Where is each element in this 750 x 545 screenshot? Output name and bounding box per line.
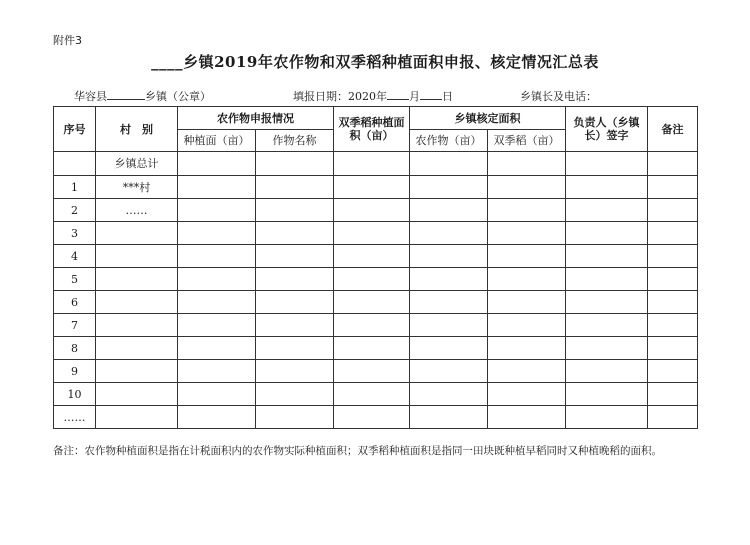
table-row <box>54 314 698 337</box>
contact-field: 乡镇长及电话： <box>520 90 597 103</box>
cell-double-rice-area[interactable] <box>334 199 410 222</box>
cell-remarks[interactable] <box>648 406 698 429</box>
cell-remarks[interactable] <box>648 176 698 199</box>
cell-verified-crop[interactable] <box>410 337 488 360</box>
cell-double-rice-area[interactable] <box>334 268 410 291</box>
cell-planting-area[interactable] <box>178 291 256 314</box>
cell-responsible[interactable] <box>566 152 648 176</box>
cell-village[interactable] <box>96 291 178 314</box>
cell-responsible[interactable] <box>566 360 648 383</box>
cell-remarks[interactable] <box>648 360 698 383</box>
cell-seq: 3 <box>54 222 96 245</box>
cell-double-rice-area[interactable] <box>334 176 410 199</box>
cell-village[interactable] <box>96 406 178 429</box>
cell-verified-crop[interactable] <box>410 222 488 245</box>
cell-verified-crop[interactable] <box>410 152 488 176</box>
cell-crop-name[interactable] <box>256 314 334 337</box>
table-row <box>54 360 698 383</box>
county-suffix: 乡镇（公章） <box>145 90 211 103</box>
cell-double-rice-area[interactable] <box>334 406 410 429</box>
cell-responsible[interactable] <box>566 222 648 245</box>
cell-village[interactable] <box>96 314 178 337</box>
table-row <box>54 406 698 429</box>
cell-remarks[interactable] <box>648 222 698 245</box>
cell-planting-area[interactable] <box>178 176 256 199</box>
town-blank[interactable] <box>107 89 145 100</box>
cell-village-total: 乡镇总计 <box>96 152 178 176</box>
cell-village[interactable]: ***村 <box>96 176 178 199</box>
cell-verified-double-rice[interactable] <box>488 152 566 176</box>
header-double-rice-area: 双季稻种植面积（亩） <box>334 107 410 152</box>
cell-remarks[interactable] <box>648 337 698 360</box>
cell-crop-name[interactable] <box>256 199 334 222</box>
county-prefix: 华容县 <box>74 90 107 103</box>
table-row <box>54 245 698 268</box>
cell-responsible[interactable] <box>566 176 648 199</box>
header-planting-area: 种植面（亩） <box>178 130 256 152</box>
cell-verified-double-rice[interactable] <box>488 245 566 268</box>
cell-seq: 4 <box>54 245 96 268</box>
header-row-1 <box>54 107 698 130</box>
cell-remarks[interactable] <box>648 291 698 314</box>
cell-planting-area[interactable] <box>178 360 256 383</box>
cell-remarks[interactable] <box>648 152 698 176</box>
cell-verified-crop[interactable] <box>410 268 488 291</box>
cell-double-rice-area[interactable] <box>334 222 410 245</box>
cell-crop-name[interactable] <box>256 291 334 314</box>
cell-verified-double-rice[interactable] <box>488 314 566 337</box>
cell-responsible[interactable] <box>566 406 648 429</box>
cell-responsible[interactable] <box>566 268 648 291</box>
cell-crop-name[interactable] <box>256 152 334 176</box>
header-village: 村 别 <box>96 107 178 152</box>
cell-remarks[interactable] <box>648 268 698 291</box>
cell-village[interactable] <box>96 222 178 245</box>
date-label: 填报日期：2020年 <box>293 90 387 103</box>
cell-verified-double-rice[interactable] <box>488 360 566 383</box>
cell-verified-double-rice[interactable] <box>488 268 566 291</box>
cell-responsible[interactable] <box>566 314 648 337</box>
table-row <box>54 337 698 360</box>
cell-double-rice-area[interactable] <box>334 337 410 360</box>
cell-double-rice-area[interactable] <box>334 383 410 406</box>
cell-crop-name[interactable] <box>256 268 334 291</box>
cell-village[interactable]: …… <box>96 199 178 222</box>
cell-responsible[interactable] <box>566 337 648 360</box>
cell-double-rice-area[interactable] <box>334 152 410 176</box>
table-row <box>54 176 698 199</box>
cell-responsible[interactable] <box>566 245 648 268</box>
cell-verified-double-rice[interactable] <box>488 383 566 406</box>
cell-planting-area[interactable] <box>178 222 256 245</box>
cell-seq: 8 <box>54 337 96 360</box>
table-row <box>54 268 698 291</box>
cell-seq: 2 <box>54 199 96 222</box>
cell-remarks[interactable] <box>648 383 698 406</box>
page-title: ____乡镇2019年农作物和双季稻种植面积申报、核定情况汇总表 <box>151 53 599 71</box>
cell-planting-area[interactable] <box>178 383 256 406</box>
cell-verified-crop[interactable] <box>410 176 488 199</box>
cell-verified-crop[interactable] <box>410 360 488 383</box>
cell-crop-name[interactable] <box>256 383 334 406</box>
cell-verified-crop[interactable] <box>410 245 488 268</box>
cell-planting-area[interactable] <box>178 245 256 268</box>
cell-village[interactable] <box>96 245 178 268</box>
table-row-total <box>54 152 698 176</box>
cell-planting-area[interactable] <box>178 406 256 429</box>
cell-verified-double-rice[interactable] <box>488 406 566 429</box>
cell-verified-crop[interactable] <box>410 314 488 337</box>
cell-crop-name[interactable] <box>256 222 334 245</box>
cell-seq: 10 <box>54 383 96 406</box>
cell-planting-area[interactable] <box>178 199 256 222</box>
cell-verified-crop[interactable] <box>410 406 488 429</box>
header-remarks: 备注 <box>648 107 698 152</box>
cell-planting-area[interactable] <box>178 152 256 176</box>
table-row <box>54 199 698 222</box>
county-field <box>74 88 211 104</box>
table-row <box>54 383 698 406</box>
month-blank[interactable] <box>387 89 409 100</box>
attachment-label: 附件3 <box>53 34 82 47</box>
cell-verified-double-rice[interactable] <box>488 176 566 199</box>
summary-table <box>53 106 698 429</box>
footnote: 备注：农作物种植面积是指在计税面积内的农作物实际种植面积；双季稻种植面积是指同一田块既种植早稻同时又种植晚稻的面积。 <box>53 445 662 457</box>
table-row <box>54 291 698 314</box>
header-crop-name: 作物名称 <box>256 130 334 152</box>
cell-verified-double-rice[interactable] <box>488 199 566 222</box>
cell-seq: 1 <box>54 176 96 199</box>
cell-verified-crop[interactable] <box>410 199 488 222</box>
cell-village[interactable] <box>96 337 178 360</box>
cell-verified-double-rice[interactable] <box>488 337 566 360</box>
header-seq: 序号 <box>54 107 96 152</box>
cell-remarks[interactable] <box>648 199 698 222</box>
header-verified-group: 乡镇核定面积 <box>410 107 566 130</box>
cell-seq: …… <box>54 406 96 429</box>
table-row <box>54 222 698 245</box>
month-label: 月 <box>409 90 420 103</box>
cell-verified-crop[interactable] <box>410 291 488 314</box>
cell-seq: 7 <box>54 314 96 337</box>
header-verified-crop: 农作物（亩） <box>410 130 488 152</box>
cell-village[interactable] <box>96 360 178 383</box>
cell-planting-area[interactable] <box>178 314 256 337</box>
cell-crop-name[interactable] <box>256 360 334 383</box>
cell-responsible[interactable] <box>566 199 648 222</box>
day-blank[interactable] <box>420 89 442 100</box>
cell-double-rice-area[interactable] <box>334 245 410 268</box>
cell-seq: 9 <box>54 360 96 383</box>
cell-seq: 5 <box>54 268 96 291</box>
cell-verified-double-rice[interactable] <box>488 222 566 245</box>
header-crop-report-group: 农作物申报情况 <box>178 107 334 130</box>
fill-date-field <box>293 88 453 104</box>
cell-crop-name[interactable] <box>256 337 334 360</box>
cell-seq <box>54 152 96 176</box>
cell-double-rice-area[interactable] <box>334 314 410 337</box>
cell-crop-name[interactable] <box>256 245 334 268</box>
cell-crop-name[interactable] <box>256 406 334 429</box>
cell-double-rice-area[interactable] <box>334 291 410 314</box>
cell-planting-area[interactable] <box>178 337 256 360</box>
cell-responsible[interactable] <box>566 291 648 314</box>
cell-seq: 6 <box>54 291 96 314</box>
cell-planting-area[interactable] <box>178 268 256 291</box>
cell-verified-double-rice[interactable] <box>488 291 566 314</box>
cell-crop-name[interactable] <box>256 176 334 199</box>
cell-remarks[interactable] <box>648 314 698 337</box>
day-label: 日 <box>442 90 453 103</box>
cell-remarks[interactable] <box>648 245 698 268</box>
cell-verified-crop[interactable] <box>410 383 488 406</box>
cell-double-rice-area[interactable] <box>334 360 410 383</box>
cell-village[interactable] <box>96 383 178 406</box>
header-responsible: 负责人（乡镇长）签字 <box>566 107 648 152</box>
header-verified-double-rice: 双季稻（亩） <box>488 130 566 152</box>
cell-responsible[interactable] <box>566 383 648 406</box>
cell-village[interactable] <box>96 268 178 291</box>
